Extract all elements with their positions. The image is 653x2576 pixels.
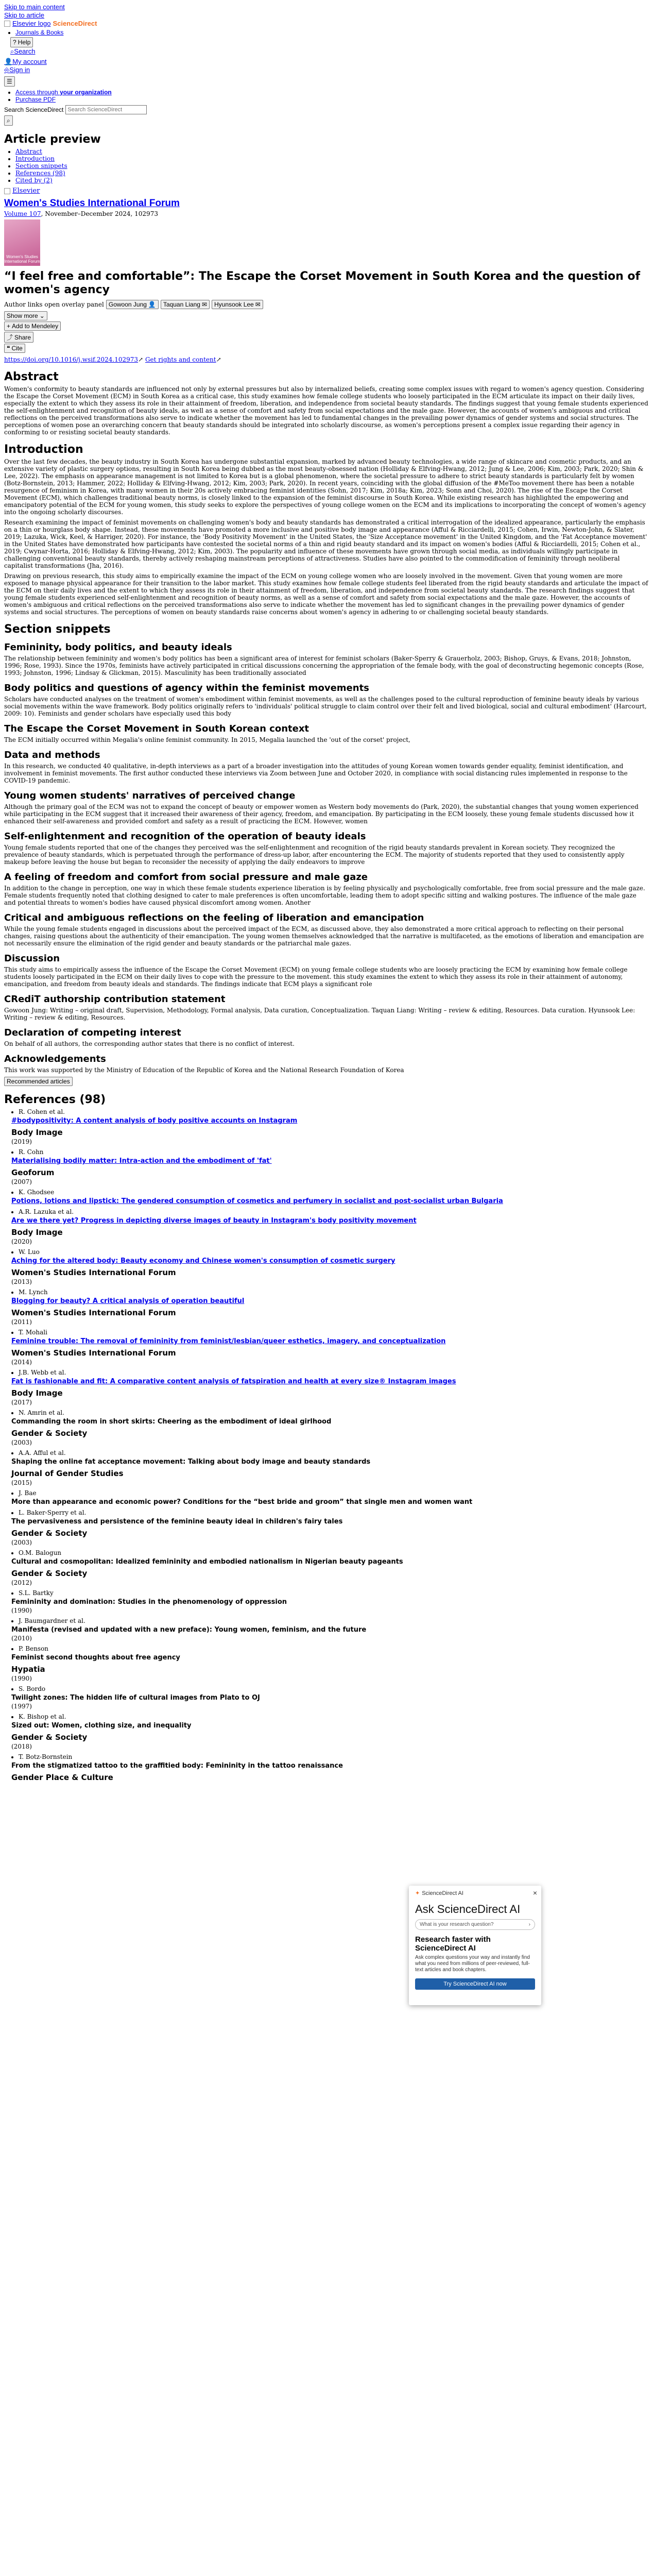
credit-heading: CRediT authorship contribution statement (4, 994, 226, 1005)
reference-item (11, 1148, 649, 1185)
reference-source: Journal of Gender Studies (11, 1469, 124, 1478)
snippet-text: Although the primary goal of the ECM was not to expand the concept of beauty or empower women as Western body movements do (Park, 2020), the substantial changes that young women experienced while participating in the ECM suggest that it increased their awareness of their agency, freedom, and emancipation. By participating in the ECM loosely, these young female students discussed how it enhanced their self-awareness and provided comfort and safety as a result of practicing the ECM. However, women (4, 803, 639, 825)
reference-authors: R. Cohn (19, 1148, 44, 1156)
ai-question-input[interactable]: What is your research question? › (415, 1919, 535, 1930)
snippet-text: In addition to the change in perception, one way in which these female students experience liberation is by feeling physically and psychologically comfortable, free from social pressure and the male gaze. Female students frequently noted that clothing designed to cater to male preferences is often uncomfortable, leading them to adopt specific sitting and walking postures. The influence of the male gaze and potential threats to women's bodies have caused physical discomfort among women. Another (4, 885, 645, 906)
author-button-3[interactable]: Hyunsook Lee ✉ (212, 300, 263, 309)
reference-item (11, 1208, 649, 1245)
reference-title[interactable]: Feminist second thoughts about free agency (11, 1654, 180, 1662)
reference-item (11, 1289, 649, 1326)
add-mendeley-button[interactable]: + Add to Mendeley (4, 321, 61, 331)
search-icon: ⌕ (7, 117, 10, 124)
discussion-heading: Discussion (4, 953, 60, 964)
article-title: “I feel free and comfortable”: The Escape the Corset Movement in South Korea and the question of women's agency (4, 270, 641, 296)
person-icon: 👤 (148, 301, 156, 308)
doi-link[interactable]: https://doi.org/10.1016/j.wsif.2024.102973 (4, 356, 139, 363)
broken-image-icon (4, 188, 10, 194)
reference-year: (2010) (11, 1635, 32, 1642)
reference-item (11, 1645, 649, 1682)
my-account-link[interactable]: 👤My account (4, 58, 47, 65)
volume-link[interactable]: Volume 107 (4, 210, 41, 217)
reference-title[interactable]: Twilight zones: The hidden life of cultural images from Plato to OJ (11, 1694, 260, 1702)
reference-authors: J. Bae (19, 1489, 37, 1497)
popup-subheadline: Research faster with ScienceDirect AI (415, 1935, 491, 1953)
snippet-title: A feeling of freedom and comfort from social pressure and male gaze (4, 872, 368, 883)
reference-year: (2014) (11, 1359, 32, 1366)
reference-item (11, 1409, 649, 1446)
reference-title[interactable]: #bodypositivity: A content analysis of body positive accounts on Instagram (11, 1117, 298, 1125)
intro-paragraph-3: Drawing on previous research, this study aims to empirically examine the impact of the ECM on young college women who are loosely involved in the movement. Given that young women are more exposed to manage physical appearance for their transition to the labor market. This study examines how female college students feel liberated from the rigid beauty standards and articulate the impact of the ECM on their daily lives and the extent to which they assess its role in their attainment of freedom, liberation, and independence from societal beauty standards. The research findings suggest that young female students experienced self-enlightenment and recognition of beauty norms, as well as a sense of comfort and safety from social expectations and the male gaze. However, the accounts of women's ambiguous and critical reflections on the perceived transformations also serve to indicate whether the movement has led to significant changes in the prevailing power dynamics of gender systems and social structures. The perceptions of women on beauty standards raise concerns about women's agency in adhering to or challenging societal beauty standards. (4, 572, 648, 616)
reference-item (11, 1248, 649, 1285)
reference-title[interactable]: The pervasiveness and persistence of the feminine beauty ideal in children's fairy tales (11, 1518, 343, 1526)
reference-year: (1997) (11, 1703, 32, 1710)
reference-authors: L. Baker-Sperry et al. (19, 1509, 87, 1516)
snippet-title: Body politics and questions of agency within the feminist movements (4, 683, 369, 693)
author-links-label: Author links open overlay panel (4, 301, 104, 308)
snippet-title: Data and methods (4, 750, 100, 760)
reference-year: (1990) (11, 1675, 32, 1682)
snippet-title: Young women students' narratives of perceived change (4, 790, 296, 801)
reference-item (11, 1509, 649, 1546)
skip-to-article-link[interactable]: Skip to article (4, 11, 45, 19)
reference-year: (2018) (11, 1743, 32, 1750)
reference-source: Gender & Society (11, 1733, 88, 1742)
reference-year: (2017) (11, 1399, 32, 1406)
ai-sparkle-icon: ✦ (415, 1890, 420, 1896)
search-icon: ⌕ (10, 47, 14, 55)
recommended-articles-button[interactable]: Recommended articles (4, 1077, 73, 1086)
snippet-text: In this research, we conducted 40 qualitative, in-depth interviews as a part of a broader investigation into the attitudes of young Korean women towards gender equality, feminist identification, and involvement in feminist movements. The first author conducted these interviews via Zoom between June and October 2020, in compliance with social distancing rules implemented in response to the COVID-19 pandemic. (4, 762, 628, 784)
journal-title-link[interactable]: Women's Studies International Forum (4, 198, 180, 209)
reference-title[interactable]: Potions, lotions and lipstick: The gendered consumption of cosmetics and perfumery in socialist and post-socialist urban Bulgaria (11, 1197, 503, 1205)
journals-books-link[interactable]: Journals & Books (15, 29, 64, 36)
reference-title[interactable]: Aching for the altered body: Beauty economy and Chinese women's consumption of cosmetic surgery (11, 1257, 396, 1265)
reference-year: (2015) (11, 1479, 32, 1486)
acknowledgements-heading: Acknowledgements (4, 1054, 106, 1064)
person-icon: 👤 (4, 58, 13, 65)
search-label: Search ScienceDirect (4, 106, 64, 113)
issue-date: November–December 2024 (45, 210, 131, 217)
reference-item (11, 1108, 649, 1145)
purchase-pdf-link[interactable]: Purchase PDF (15, 96, 56, 103)
author-button-1[interactable]: Gowoon Jung 👤 (106, 300, 159, 309)
reference-year: (2019) (11, 1138, 32, 1145)
reference-title[interactable]: Materialising bodily matter: Intra-action and the embodiment of 'fat' (11, 1157, 272, 1165)
reference-authors: S. Bordo (19, 1685, 46, 1692)
reference-item (11, 1449, 649, 1486)
search-link[interactable]: ⌕Search (10, 47, 36, 55)
sciencedirect-ai-popup (409, 1886, 541, 2005)
article-preview-heading: Article preview (4, 133, 101, 146)
reference-source: Women's Studies International Forum (11, 1348, 176, 1358)
reference-source: Body Image (11, 1128, 63, 1137)
reference-item (11, 1589, 649, 1614)
reference-item (11, 1617, 649, 1642)
preview-toc (4, 148, 649, 184)
reference-authors: A.R. Lazuka et al. (19, 1208, 74, 1215)
hamburger-icon: ☰ (7, 78, 12, 85)
reference-source: Body Image (11, 1388, 63, 1398)
reference-item (11, 1329, 649, 1366)
search-submit-button[interactable] (4, 115, 13, 126)
snippet-text: Young female students reported that one of the changes they perceived was the self-enlightenment and recognition of the rigid beauty standards prevalent in Korean society. They recognized the prevalence of beauty standards, which is perpetuated through the performance of dress-up labor, after encountering the ECM. The majority of students reported that they used to consistently apply makeup before leaving the house but began to reconsider the necessity of applying the daily endeavors to improve (4, 844, 625, 866)
reference-title[interactable]: More than appearance and economic power? Conditions for the “best bride and groom” that single men and women want (11, 1498, 473, 1506)
cite-button[interactable]: ❝ Cite (4, 344, 25, 353)
reference-title[interactable]: Femininity and domination: Studies in the phenomenology of oppression (11, 1598, 287, 1606)
reference-item (11, 1713, 649, 1750)
reference-authors: K. Bishop et al. (19, 1713, 66, 1720)
reference-source: Gender Place & Culture (11, 1773, 113, 1782)
reference-authors: M. Lynch (19, 1289, 48, 1296)
reference-source: Hypatia (11, 1665, 45, 1674)
reference-item (11, 1189, 649, 1205)
reference-title[interactable]: Sized out: Women, clothing size, and inequality (11, 1722, 192, 1730)
credit-text: Gowoon Jung: Writing – original draft, Supervision, Methodology, Formal analysis, Data curation, Conceptualization. Taquan Liang: Writing – review & editing, Resources. Data curation. Hyunsook Lee: Writing – review & editing, Resources. (4, 1007, 635, 1021)
menu-button[interactable] (4, 76, 15, 87)
reference-authors: T. Mohali (19, 1329, 47, 1336)
discussion-text: This study aims to empirically assess the influence of the Escape the Corset Movement (ECM) on young female college students who are loosely practicing the ECM by examining how female college students loosely participated in the ECM on their daily lives to cope with the pressure to the movement. this study examines the extent to which they assess its role in their attainment of autonomy, emancipation, and freedom from beauty ideals and standards. The findings indicate that ECM plays a significant role (4, 966, 628, 988)
reference-title[interactable]: Are we there yet? Progress in depicting diverse images of beauty in Instagram's body positivity movement (11, 1217, 417, 1225)
reference-year: (2012) (11, 1579, 32, 1586)
reference-title[interactable]: From the stigmatized tattoo to the graffitied body: Femininity in the tattoo renaissance (11, 1762, 343, 1770)
elsevier-image-link[interactable]: Elsevier (12, 187, 40, 195)
external-link-icon: ↗ (216, 356, 221, 363)
snippet-title: Femininity, body politics, and beauty ideals (4, 642, 232, 653)
popup-brand: ScienceDirect AI (422, 1890, 463, 1896)
chevron-down-icon: ⌄ (39, 312, 45, 319)
references-list (4, 1108, 649, 1782)
coi-heading: Declaration of competing interest (4, 1027, 181, 1038)
reference-authors: R. Cohen et al. (19, 1108, 65, 1115)
reference-authors: K. Ghodsee (19, 1189, 55, 1196)
toc-abstract[interactable]: Abstract (15, 148, 42, 155)
intro-paragraph-2: Research examining the impact of feminist movements on challenging women's body and beauty standards has demonstrated a critical interrogation of the idealized appearance, particularly the emphasis on a thin or hourglass body shape. Instead, these movements have promoted a more inclusive and positive body image and appearance (Afful & Ricciardelli, 2015; Cohen, Irwin, Newton-John, & Slater, 2019; Lazuka, Wick, Keel, & Harriger, 2020). For instance, the 'Body Positivity Movement' in the United States, the 'Size Acceptance movement' in the United Kingdom, and the 'Fat Acceptance movement' in the United States have demonstrated how participants have contested the societal norms of a thin and rigid beauty standard and its impact on women's bodies (Afful & Ricciardelli, 2015; Cohen et al., 2019; Cwynar-Horta, 2016; Holliday & Elfving-Hwang, 2012; Kim, 2003). The popularity and influence of these movements have grown through social media, as individuals willingly participate in challenging conventional beauty standards, thereby actively reshaping mainstream perceptions of attractiveness. Studies have also pointed to the commodification of femininity through neoliberal capitalist transformations (Jha, 2016). (4, 519, 647, 569)
popup-headline: Ask ScienceDirect AI (415, 1903, 521, 1916)
reference-authors: A.A. Afful et al. (19, 1449, 66, 1456)
reference-year: (1990) (11, 1607, 32, 1614)
reference-source: Women's Studies International Forum (11, 1268, 176, 1277)
elsevier-logo-link[interactable]: Elsevier logo (12, 20, 51, 27)
reference-item (11, 1369, 649, 1406)
reference-source: Gender & Society (11, 1569, 88, 1578)
reference-authors: J.B. Webb et al. (19, 1369, 66, 1376)
skip-to-main-link[interactable]: Skip to main content (4, 3, 65, 11)
search-input[interactable]: Search ScienceDirect (65, 105, 147, 114)
send-icon[interactable]: › (528, 1922, 530, 1927)
share-button[interactable]: ⤴ Share (4, 332, 33, 343)
reference-item (11, 1489, 649, 1506)
try-ai-button[interactable]: Try ScienceDirect AI now (415, 1978, 535, 1990)
reference-year: (2007) (11, 1178, 32, 1185)
rights-link[interactable]: Get rights and content (145, 356, 216, 363)
reference-item (11, 1753, 649, 1782)
access-institution-link[interactable]: Access through your organization (15, 89, 112, 96)
references-heading: References (98) (4, 1093, 106, 1106)
reference-authors: P. Benson (19, 1645, 49, 1652)
snippet-title: The Escape the Corset Movement in South Korean context (4, 723, 310, 734)
introduction-heading: Introduction (4, 443, 83, 456)
quote-icon: ❝ (7, 345, 10, 352)
plus-icon: + (7, 323, 11, 330)
abstract-heading: Abstract (4, 370, 59, 383)
reference-source: Gender & Society (11, 1529, 88, 1538)
reference-year: (2013) (11, 1278, 32, 1285)
snippet-text: The ECM initially occurred within Megalia's online feminist community. In 2015, Megalia launched the 'out of the corset' project, (4, 736, 410, 743)
reference-authors: O.M. Balogun (19, 1549, 62, 1556)
reference-source: Geoforum (11, 1168, 55, 1177)
email-icon: ✉ (201, 301, 208, 308)
snippet-title: Critical and ambiguous reflections on the feeling of liberation and emancipation (4, 912, 424, 923)
help-button[interactable]: ? Help (10, 37, 33, 47)
section-snippets-heading: Section snippets (4, 623, 111, 636)
snippet-text: Scholars have conducted analyses on the treatment of women's embodiment within feminist movements, as well as the challenges posed to the cultural reproduction of feminine beauty ideals by various social movements within the wave framework. Body politics originally refers to 'individuals' political struggle to claim control over their felt and lived biological, social and cultural embodiment' (Harcourt, 2009: 10). Feminists and gender scholars have especially used this body (4, 696, 647, 717)
author-button-2[interactable]: Taquan Liang ✉ (161, 300, 210, 309)
toc-section-snippets[interactable]: Section snippets (15, 162, 67, 170)
help-icon: ? (13, 39, 16, 46)
share-icon: ⤴ (7, 334, 13, 341)
reference-authors: W. Luo (19, 1248, 40, 1256)
abstract-text: Women's conformity to beauty standards are influenced not only by external pressures but also by internalized beliefs, creating some complex issues with regard to women's agency question. Considering the Escape the Corset Movement (ECM) in South Korea as a critical case, this study examines how female college students who loosely participated in the ECM articulate its impact on their daily lives, especially the extent to which they assess its role in their attainment of freedom, liberation, and independence from societal beauty standards. The findings suggest that young female students experienced the self-enlightenment and recognition of beauty ideals, as well as a sense of comfort and safety from social expectations and the male gaze. However, the accounts of women's ambiguous and critical reflections on the perceived transformations also serve to indicate whether the movement has led to fundamental changes in the prevailing power dynamics of gender systems and social structures. The perceptions of women pose an overarching concern that beauty standards should be integrated into scholarly discourse, as women's perceptions present a complex issue regarding their agency in conforming to or resisting societal beauty standards. (4, 385, 648, 436)
article-number: 102973 (134, 210, 158, 217)
popup-description: Ask complex questions your way and instantly find what you need from millions of peer-reviewed, full-text articles and book chapters. (415, 1955, 530, 1973)
reference-title[interactable]: Feminine trouble: The removal of femininity from feminist/lesbian/queer esthetics, imagery, and conceptualization (11, 1337, 446, 1345)
sciencedirect-logo: ScienceDirect (53, 20, 97, 27)
reference-item (11, 1685, 649, 1710)
reference-year: (2003) (11, 1539, 32, 1546)
journal-cover-image[interactable]: Women's Studies International Forum (4, 219, 40, 266)
reference-authors: S.L. Bartky (19, 1589, 54, 1597)
reference-title[interactable]: Blogging for beauty? A critical analysis of operation beautiful (11, 1297, 245, 1305)
reference-source: Body Image (11, 1228, 63, 1237)
reference-authors: N. Amrin et al. (19, 1409, 65, 1416)
sign-in-link[interactable]: ⎆Sign in (4, 66, 30, 74)
reference-title[interactable]: Commanding the room in short skirts: Cheering as the embodiment of ideal girlhood (11, 1418, 332, 1426)
toc-cited-by[interactable]: Cited by (2) (15, 177, 53, 184)
snippet-text: The relationship between femininity and women's body politics has been a significant area of interest for feminist scholars (Baker-Sperry & Grauerholz, 2003; Bishop, Gruys, & Evans, 2018; Johnston, 1996; Rose, 1993). Since the 1970s, feminists have actively participated in critical discussions concerning the appropriation of the female body, with the goal of deconstructing hegemonic concepts (Rose, 1993; Johnston, 1996; Lindsay & Glickman, 2015). Masculinity has been traditionally associated (4, 655, 644, 676)
reference-authors: T. Botz-Bornstein (19, 1753, 73, 1760)
intro-paragraph-1: Over the last few decades, the beauty industry in South Korea has undergone substantial expansion, marked by advanced beauty technologies, a wide range of skincare and cosmetic products, and an extensive variety of plastic surgery options, resulting in South Korea being dubbed as the most beauty-obsessed nation (Holliday & Elfving-Hwang, 2012; Jung & Lee, 2006; Kim, 2003; Park, 2020; Shin & Lee, 2022). The emphasis on appearance management is not limited to Korea but is a global phenomenon, where the societal pressure to adhere to strict beauty standards is particularly felt by women (Botz-Bornstein, 2013; Hammer, 2022; Holliday & Elfving-Hwang, 2012; Kim, 2003; Park, 2020). In recent years, coinciding with the global diffusion of the #MeToo movement there has been a notable resurgence of feminism in Korea, with many women in their 20s actively embracing feminist identities (Sohn, 2017; Kim, 2018a; Kim, 2023; Sonn and Choi, 2020). The rise of the Escape the Corset Movement (ECM), which challenges traditional beauty norms, is closely linked to the expansion of the feminist discourse in South Korea. While existing research has highlighted the empowering and emancipatory potential of the ECM for young women, this study seeks to explore the perspectives of young college women on the ECM and its implications to incorporating the concept of women's agency into the ongoing scholarly discourses. (4, 458, 646, 516)
reference-year: (2020) (11, 1238, 32, 1245)
coi-text: On behalf of all authors, the corresponding author states that there is no conflict of interest. (4, 1040, 295, 1047)
reference-source: Women's Studies International Forum (11, 1308, 176, 1317)
close-icon[interactable]: × (532, 1889, 537, 1897)
email-icon: ✉ (255, 301, 261, 308)
reference-year: (2003) (11, 1439, 32, 1446)
reference-item (11, 1549, 649, 1586)
reference-authors: J. Baumgardner et al. (19, 1617, 85, 1624)
reference-title[interactable]: Manifesta (revised and updated with a new preface): Young women, feminism, and the future (11, 1626, 367, 1634)
broken-image-icon (4, 21, 10, 27)
reference-title[interactable]: Shaping the online fat acceptance movement: Talking about body image and beauty standards (11, 1458, 371, 1466)
reference-title[interactable]: Fat is fashionable and fit: A comparative content analysis of fatspiration and health at every size® Instagram images (11, 1378, 456, 1385)
toc-references[interactable]: References (98) (15, 170, 65, 177)
show-more-button[interactable]: Show more ⌄ (4, 311, 47, 320)
snippet-title: Self-enlightenment and recognition of the operation of beauty ideals (4, 831, 366, 842)
toc-introduction[interactable]: Introduction (15, 155, 55, 162)
acknowledgements-text: This work was supported by the Ministry of Education of the Republic of Korea and the National Research Foundation of Korea (4, 1066, 404, 1074)
reference-title[interactable]: Cultural and cosmopolitan: Idealized femininity and embodied nationalism in Nigerian beauty pageants (11, 1558, 403, 1566)
external-link-icon: ↗ (138, 356, 144, 363)
reference-source: Gender & Society (11, 1429, 88, 1438)
reference-year: (2011) (11, 1318, 32, 1326)
snippet-text: While the young female students engaged in discussions about the perceived impact of the ECM, as discussed above, they also demonstrated a more critical approach to reflecting on their personal changes, raising questions about the authenticity of their emancipation. The young women themselves acknowledged that the narrative is multifaceted, as the emotions of liberation and emancipation are not necessarily ensure the elimination of the rigid gender and beauty standards or the patriarchal male gazes. (4, 925, 644, 947)
sign-in-icon: ⎆ (4, 66, 10, 74)
